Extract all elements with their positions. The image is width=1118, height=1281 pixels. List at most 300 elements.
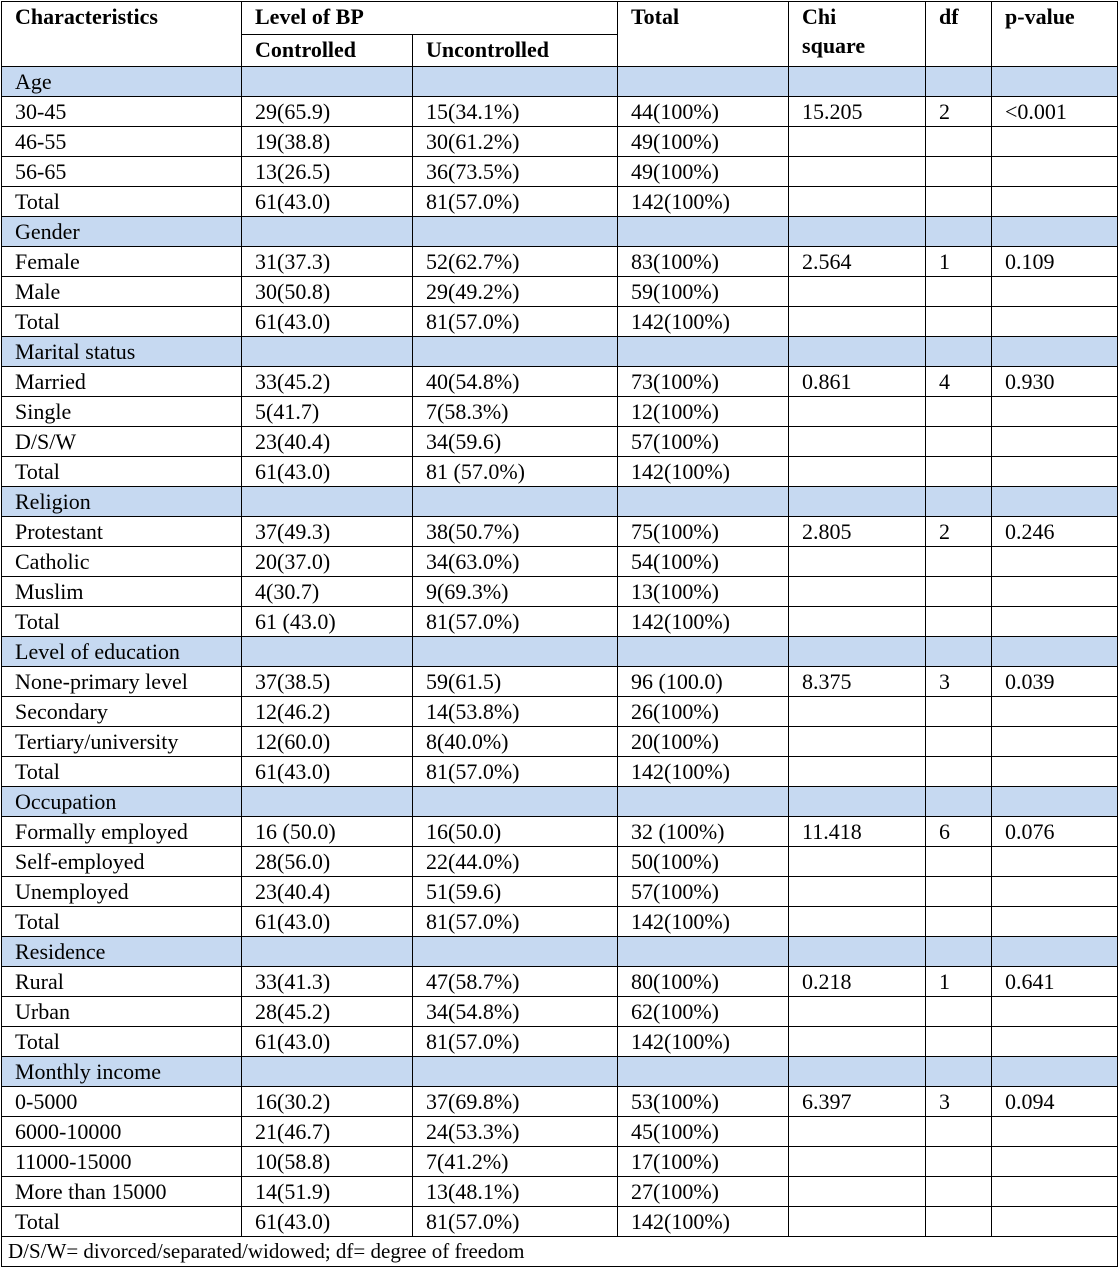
total-cell: 13(100%) [618, 577, 789, 607]
characteristic-cell: Muslim [2, 577, 242, 607]
header-total: Total [618, 2, 789, 67]
table-row [2, 277, 1118, 307]
header-level-of-bp: Level of BP [242, 2, 618, 35]
table-row [2, 847, 1118, 877]
characteristic-cell: 46-55 [2, 127, 242, 157]
df-cell [926, 697, 992, 727]
total-cell: 57(100%) [618, 877, 789, 907]
p-value-cell: 0.930 [992, 367, 1118, 397]
section-title: Occupation [2, 787, 242, 817]
chi-square-cell [789, 697, 926, 727]
section-title: Monthly income [2, 1057, 242, 1087]
chi-square-cell [789, 847, 926, 877]
characteristic-cell: Rural [2, 967, 242, 997]
p-value-cell [992, 607, 1118, 637]
df-cell [926, 1027, 992, 1057]
characteristic-cell: Catholic [2, 547, 242, 577]
characteristic-cell: More than 15000 [2, 1177, 242, 1207]
section-empty-cell [618, 337, 789, 367]
characteristic-cell: Female [2, 247, 242, 277]
total-cell: 49(100%) [618, 127, 789, 157]
section-empty-cell [242, 67, 413, 97]
characteristic-cell: Formally employed [2, 817, 242, 847]
section-empty-cell [789, 637, 926, 667]
controlled-cell: 19(38.8) [242, 127, 413, 157]
df-cell [926, 397, 992, 427]
chi-square-cell [789, 457, 926, 487]
section-header-row [2, 937, 1118, 967]
chi-square-cell [789, 397, 926, 427]
controlled-cell: 33(41.3) [242, 967, 413, 997]
section-empty-cell [789, 487, 926, 517]
characteristic-cell: Total [2, 757, 242, 787]
section-title: Marital status [2, 337, 242, 367]
controlled-cell: 61(43.0) [242, 187, 413, 217]
uncontrolled-cell: 40(54.8%) [413, 367, 618, 397]
section-empty-cell [926, 937, 992, 967]
total-cell: 54(100%) [618, 547, 789, 577]
uncontrolled-cell: 81(57.0%) [413, 1207, 618, 1237]
p-value-cell: 0.039 [992, 667, 1118, 697]
section-empty-cell [789, 67, 926, 97]
controlled-cell: 33(45.2) [242, 367, 413, 397]
uncontrolled-cell: 29(49.2%) [413, 277, 618, 307]
table-row [2, 397, 1118, 427]
chi-square-cell [789, 1177, 926, 1207]
characteristic-cell: Protestant [2, 517, 242, 547]
uncontrolled-cell: 7(41.2%) [413, 1147, 618, 1177]
section-header-row [2, 487, 1118, 517]
controlled-cell: 31(37.3) [242, 247, 413, 277]
uncontrolled-cell: 81(57.0%) [413, 757, 618, 787]
df-cell: 2 [926, 517, 992, 547]
section-header-row [2, 787, 1118, 817]
uncontrolled-cell: 7(58.3%) [413, 397, 618, 427]
section-empty-cell [618, 1057, 789, 1087]
uncontrolled-cell: 30(61.2%) [413, 127, 618, 157]
p-value-cell [992, 307, 1118, 337]
df-cell: 4 [926, 367, 992, 397]
uncontrolled-cell: 38(50.7%) [413, 517, 618, 547]
p-value-cell [992, 1027, 1118, 1057]
chi-square-cell: 2.805 [789, 517, 926, 547]
table-row [2, 1207, 1118, 1237]
section-empty-cell [242, 787, 413, 817]
characteristic-cell: Urban [2, 997, 242, 1027]
chi-square-cell [789, 307, 926, 337]
uncontrolled-cell: 34(63.0%) [413, 547, 618, 577]
controlled-cell: 61(43.0) [242, 307, 413, 337]
table-row [2, 247, 1118, 277]
section-title: Age [2, 67, 242, 97]
section-empty-cell [992, 487, 1118, 517]
controlled-cell: 20(37.0) [242, 547, 413, 577]
total-cell: 83(100%) [618, 247, 789, 277]
uncontrolled-cell: 9(69.3%) [413, 577, 618, 607]
characteristic-cell: 56-65 [2, 157, 242, 187]
total-cell: 73(100%) [618, 367, 789, 397]
characteristic-cell: 11000-15000 [2, 1147, 242, 1177]
section-empty-cell [926, 337, 992, 367]
total-cell: 49(100%) [618, 157, 789, 187]
table-row [2, 1147, 1118, 1177]
section-empty-cell [992, 787, 1118, 817]
total-cell: 27(100%) [618, 1177, 789, 1207]
df-cell [926, 607, 992, 637]
uncontrolled-cell: 14(53.8%) [413, 697, 618, 727]
uncontrolled-cell: 81(57.0%) [413, 187, 618, 217]
p-value-cell: <0.001 [992, 97, 1118, 127]
section-empty-cell [618, 217, 789, 247]
characteristic-cell: Unemployed [2, 877, 242, 907]
uncontrolled-cell: 37(69.8%) [413, 1087, 618, 1117]
p-value-cell [992, 1177, 1118, 1207]
controlled-cell: 10(58.8) [242, 1147, 413, 1177]
header-uncontrolled: Uncontrolled [413, 35, 618, 67]
section-empty-cell [618, 487, 789, 517]
p-value-cell [992, 1147, 1118, 1177]
df-cell [926, 997, 992, 1027]
table-row [2, 517, 1118, 547]
uncontrolled-cell: 34(59.6) [413, 427, 618, 457]
header-characteristics: Characteristics [2, 2, 242, 67]
chi-square-cell [789, 1207, 926, 1237]
p-value-cell [992, 577, 1118, 607]
p-value-cell [992, 187, 1118, 217]
characteristic-cell: None-primary level [2, 667, 242, 697]
df-cell [926, 427, 992, 457]
chi-square-cell [789, 277, 926, 307]
controlled-cell: 13(26.5) [242, 157, 413, 187]
chi-square-cell: 11.418 [789, 817, 926, 847]
controlled-cell: 16(30.2) [242, 1087, 413, 1117]
section-empty-cell [992, 337, 1118, 367]
p-value-cell: 0.076 [992, 817, 1118, 847]
section-title: Residence [2, 937, 242, 967]
total-cell: 50(100%) [618, 847, 789, 877]
characteristic-cell: Total [2, 187, 242, 217]
p-value-cell [992, 157, 1118, 187]
df-cell [926, 847, 992, 877]
total-cell: 59(100%) [618, 277, 789, 307]
bp-characteristics-table [1, 1, 1118, 1267]
total-cell: 142(100%) [618, 907, 789, 937]
df-cell: 6 [926, 817, 992, 847]
section-empty-cell [926, 487, 992, 517]
section-empty-cell [413, 937, 618, 967]
characteristic-cell: D/S/W [2, 427, 242, 457]
uncontrolled-cell: 81(57.0%) [413, 607, 618, 637]
table-row [2, 997, 1118, 1027]
p-value-cell [992, 727, 1118, 757]
total-cell: 96 (100.0) [618, 667, 789, 697]
section-header-row [2, 337, 1118, 367]
table-row [2, 577, 1118, 607]
table-row [2, 607, 1118, 637]
df-cell [926, 877, 992, 907]
df-cell: 1 [926, 967, 992, 997]
uncontrolled-cell: 22(44.0%) [413, 847, 618, 877]
controlled-cell: 28(45.2) [242, 997, 413, 1027]
df-cell [926, 157, 992, 187]
total-cell: 26(100%) [618, 697, 789, 727]
controlled-cell: 61(43.0) [242, 757, 413, 787]
section-empty-cell [926, 67, 992, 97]
table-row [2, 667, 1118, 697]
section-empty-cell [413, 67, 618, 97]
p-value-cell [992, 427, 1118, 457]
characteristic-cell: Total [2, 1027, 242, 1057]
df-cell [926, 127, 992, 157]
df-cell [926, 547, 992, 577]
characteristic-cell: 0-5000 [2, 1087, 242, 1117]
controlled-cell: 30(50.8) [242, 277, 413, 307]
total-cell: 142(100%) [618, 607, 789, 637]
table-row [2, 547, 1118, 577]
uncontrolled-cell: 36(73.5%) [413, 157, 618, 187]
controlled-cell: 4(30.7) [242, 577, 413, 607]
table-row [2, 727, 1118, 757]
p-value-cell: 0.109 [992, 247, 1118, 277]
p-value-cell [992, 547, 1118, 577]
characteristic-cell: Single [2, 397, 242, 427]
chi-square-cell [789, 607, 926, 637]
section-empty-cell [926, 1057, 992, 1087]
p-value-cell: 0.246 [992, 517, 1118, 547]
total-cell: 32 (100%) [618, 817, 789, 847]
section-empty-cell [618, 637, 789, 667]
table-row [2, 1027, 1118, 1057]
uncontrolled-cell: 16(50.0) [413, 817, 618, 847]
chi-square-cell [789, 907, 926, 937]
total-cell: 45(100%) [618, 1117, 789, 1147]
uncontrolled-cell: 24(53.3%) [413, 1117, 618, 1147]
controlled-cell: 37(49.3) [242, 517, 413, 547]
df-cell [926, 1117, 992, 1147]
section-header-row [2, 1057, 1118, 1087]
total-cell: 44(100%) [618, 97, 789, 127]
characteristic-cell: 30-45 [2, 97, 242, 127]
section-empty-cell [618, 67, 789, 97]
table-row [2, 1087, 1118, 1117]
section-empty-cell [413, 1057, 618, 1087]
df-cell [926, 1207, 992, 1237]
total-cell: 75(100%) [618, 517, 789, 547]
df-cell: 3 [926, 1087, 992, 1117]
table-body [2, 67, 1118, 1237]
characteristic-cell: Total [2, 607, 242, 637]
section-empty-cell [242, 217, 413, 247]
table-row [2, 457, 1118, 487]
section-empty-cell [413, 787, 618, 817]
characteristic-cell: 6000-10000 [2, 1117, 242, 1147]
chi-square-cell [789, 997, 926, 1027]
chi-square-cell: 8.375 [789, 667, 926, 697]
table-row [2, 817, 1118, 847]
section-empty-cell [992, 1057, 1118, 1087]
controlled-cell: 23(40.4) [242, 427, 413, 457]
table-row [2, 97, 1118, 127]
section-empty-cell [789, 937, 926, 967]
chi-square-cell [789, 1147, 926, 1177]
section-empty-cell [242, 337, 413, 367]
df-cell: 3 [926, 667, 992, 697]
controlled-cell: 12(60.0) [242, 727, 413, 757]
table-row [2, 1117, 1118, 1147]
table-row [2, 697, 1118, 727]
section-empty-cell [926, 787, 992, 817]
section-title: Religion [2, 487, 242, 517]
characteristic-cell: Tertiary/university [2, 727, 242, 757]
p-value-cell [992, 997, 1118, 1027]
controlled-cell: 61(43.0) [242, 457, 413, 487]
p-value-cell: 0.641 [992, 967, 1118, 997]
controlled-cell: 37(38.5) [242, 667, 413, 697]
section-empty-cell [992, 217, 1118, 247]
controlled-cell: 5(41.7) [242, 397, 413, 427]
chi-square-cell: 15.205 [789, 97, 926, 127]
uncontrolled-cell: 81(57.0%) [413, 1027, 618, 1057]
total-cell: 80(100%) [618, 967, 789, 997]
p-value-cell [992, 847, 1118, 877]
table-row [2, 907, 1118, 937]
chi-square-cell: 6.397 [789, 1087, 926, 1117]
chi-square-cell [789, 547, 926, 577]
controlled-cell: 61 (43.0) [242, 607, 413, 637]
total-cell: 17(100%) [618, 1147, 789, 1177]
uncontrolled-cell: 15(34.1%) [413, 97, 618, 127]
characteristic-cell: Self-employed [2, 847, 242, 877]
chi-square-cell [789, 157, 926, 187]
header-chi-square [789, 2, 926, 67]
chi-square-cell: 0.218 [789, 967, 926, 997]
uncontrolled-cell: 34(54.8%) [413, 997, 618, 1027]
characteristic-cell: Secondary [2, 697, 242, 727]
section-title: Gender [2, 217, 242, 247]
df-cell [926, 1177, 992, 1207]
controlled-cell: 28(56.0) [242, 847, 413, 877]
table-row [2, 307, 1118, 337]
chi-square-cell [789, 727, 926, 757]
uncontrolled-cell: 81(57.0%) [413, 907, 618, 937]
table-row [2, 427, 1118, 457]
total-cell: 142(100%) [618, 307, 789, 337]
characteristic-cell: Male [2, 277, 242, 307]
section-empty-cell [242, 1057, 413, 1087]
section-empty-cell [242, 487, 413, 517]
section-empty-cell [926, 217, 992, 247]
controlled-cell: 21(46.7) [242, 1117, 413, 1147]
section-empty-cell [789, 217, 926, 247]
total-cell: 57(100%) [618, 427, 789, 457]
p-value-cell [992, 277, 1118, 307]
uncontrolled-cell: 8(40.0%) [413, 727, 618, 757]
characteristic-cell: Total [2, 1207, 242, 1237]
total-cell: 142(100%) [618, 1027, 789, 1057]
controlled-cell: 29(65.9) [242, 97, 413, 127]
chi-square-cell [789, 1117, 926, 1147]
df-cell [926, 307, 992, 337]
table-row [2, 157, 1118, 187]
p-value-cell [992, 697, 1118, 727]
total-cell: 142(100%) [618, 757, 789, 787]
section-header-row [2, 217, 1118, 247]
controlled-cell: 61(43.0) [242, 1027, 413, 1057]
total-cell: 142(100%) [618, 1207, 789, 1237]
df-cell [926, 907, 992, 937]
section-empty-cell [242, 937, 413, 967]
table-row [2, 127, 1118, 157]
section-empty-cell [413, 217, 618, 247]
total-cell: 142(100%) [618, 187, 789, 217]
p-value-cell [992, 877, 1118, 907]
total-cell: 12(100%) [618, 397, 789, 427]
uncontrolled-cell: 47(58.7%) [413, 967, 618, 997]
section-empty-cell [413, 637, 618, 667]
controlled-cell: 12(46.2) [242, 697, 413, 727]
section-header-row [2, 637, 1118, 667]
section-title: Level of education [2, 637, 242, 667]
p-value-cell [992, 1207, 1118, 1237]
df-cell [926, 277, 992, 307]
total-cell: 142(100%) [618, 457, 789, 487]
df-cell [926, 187, 992, 217]
df-cell [926, 727, 992, 757]
section-empty-cell [789, 337, 926, 367]
characteristic-cell: Married [2, 367, 242, 397]
chi-square-cell [789, 1027, 926, 1057]
p-value-cell [992, 907, 1118, 937]
df-cell [926, 577, 992, 607]
controlled-cell: 23(40.4) [242, 877, 413, 907]
p-value-cell [992, 1117, 1118, 1147]
uncontrolled-cell: 81 (57.0%) [413, 457, 618, 487]
controlled-cell: 16 (50.0) [242, 817, 413, 847]
df-cell [926, 457, 992, 487]
characteristic-cell: Total [2, 307, 242, 337]
chi-square-cell [789, 577, 926, 607]
characteristic-cell: Total [2, 457, 242, 487]
total-cell: 53(100%) [618, 1087, 789, 1117]
df-cell [926, 1147, 992, 1177]
table-row [2, 187, 1118, 217]
df-cell: 1 [926, 247, 992, 277]
chi-square-cell [789, 127, 926, 157]
uncontrolled-cell: 81(57.0%) [413, 307, 618, 337]
total-cell: 20(100%) [618, 727, 789, 757]
section-empty-cell [789, 787, 926, 817]
chi-square-cell [789, 187, 926, 217]
uncontrolled-cell: 59(61.5) [413, 667, 618, 697]
chi-square-cell [789, 427, 926, 457]
section-empty-cell [413, 487, 618, 517]
uncontrolled-cell: 52(62.7%) [413, 247, 618, 277]
header-df: df [926, 2, 992, 67]
total-cell: 62(100%) [618, 997, 789, 1027]
uncontrolled-cell: 13(48.1%) [413, 1177, 618, 1207]
section-empty-cell [992, 937, 1118, 967]
table-row [2, 967, 1118, 997]
p-value-cell [992, 757, 1118, 787]
table-row [2, 1177, 1118, 1207]
table-row [2, 757, 1118, 787]
header-controlled: Controlled [242, 35, 413, 67]
controlled-cell: 61(43.0) [242, 907, 413, 937]
section-empty-cell [618, 937, 789, 967]
section-empty-cell [789, 1057, 926, 1087]
chi-square-cell [789, 877, 926, 907]
p-value-cell [992, 127, 1118, 157]
